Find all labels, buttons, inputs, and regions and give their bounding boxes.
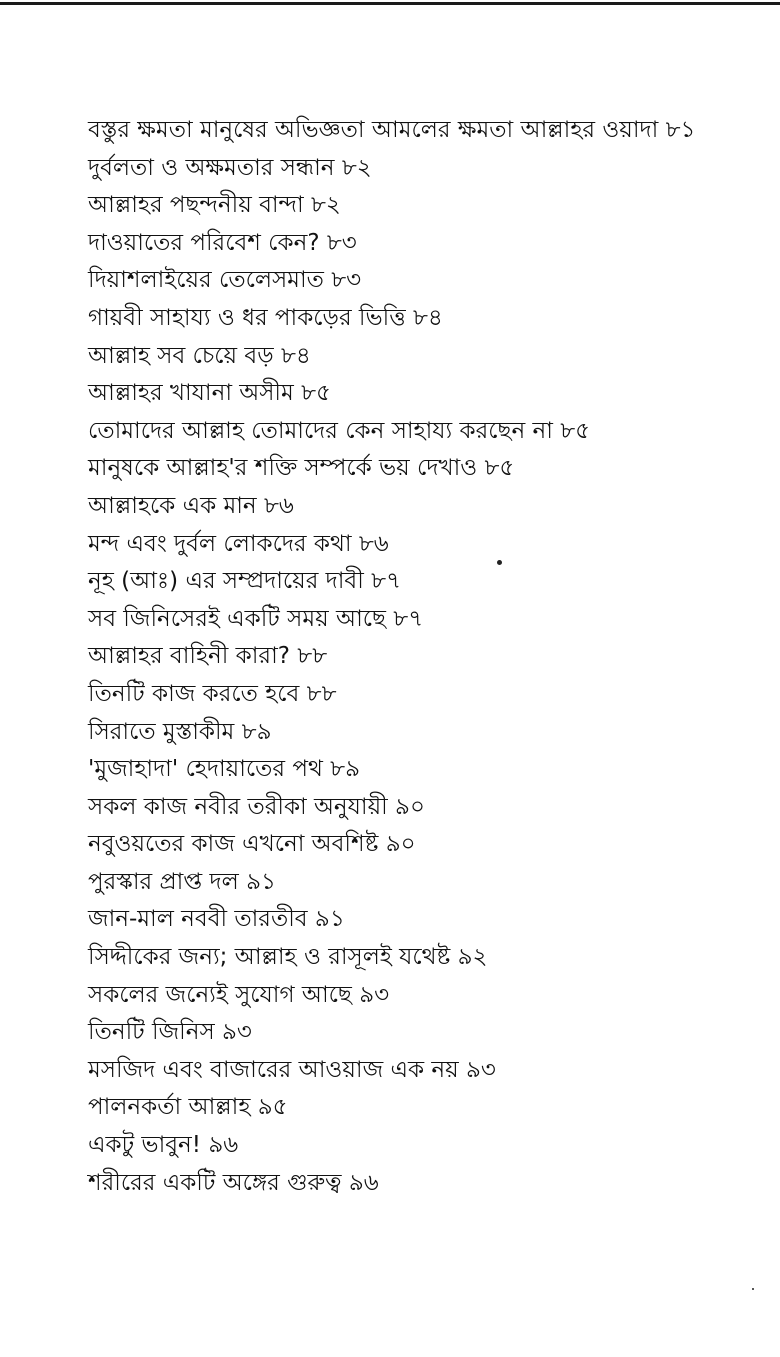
toc-entry-page: ৯৬ — [348, 1169, 379, 1196]
toc-entry-page: ৮১ — [665, 117, 696, 143]
toc-entry-title: বস্তুর ক্ষমতা মানুষের অভিজ্ঞতা আমলের ক্ষমতা আল্লাহর ওয়াদা — [88, 117, 659, 143]
toc-entry-title: শরীরের একটি অঙ্গের গুরুত্ব — [88, 1169, 342, 1196]
toc-entry — [88, 1052, 695, 1090]
toc-entry-page: ৯২ — [457, 944, 488, 971]
toc-entry-page: ৮৬ — [263, 492, 294, 519]
toc-entry-page: ৯০ — [395, 793, 425, 820]
toc-entry-page: ৮৬ — [358, 530, 389, 557]
toc-entry-title: সব জিনিসেরই একটি সময় আছে — [88, 605, 386, 632]
toc-entry-page: ৮২ — [341, 154, 372, 181]
toc-entry-title: আল্লাহকে এক মান — [88, 492, 257, 519]
toc-entry — [88, 413, 695, 451]
toc-entry-page: ৮৫ — [560, 417, 591, 444]
toc-entry — [88, 225, 695, 263]
toc-entry-page: ৮২ — [310, 192, 341, 219]
toc-entry — [88, 826, 695, 864]
toc-entry-title: সিরাতে মুস্তাকীম — [88, 718, 235, 745]
toc-entry-page: ৮৫ — [301, 380, 331, 407]
toc-entry-page: ৯৬ — [208, 1132, 239, 1159]
toc-entry — [88, 300, 695, 338]
toc-entry-title: পুরস্কার প্রাপ্ত দল — [88, 868, 239, 895]
toc-entry-title: আল্লাহর খাযানা অসীম — [88, 380, 294, 407]
toc-entry — [88, 714, 695, 752]
toc-entry — [88, 638, 695, 676]
toc-entry-title: আল্লাহর পছন্দনীয় বান্দা — [88, 192, 304, 219]
table-of-contents — [88, 112, 695, 1202]
toc-entry-page: ৮৪ — [412, 304, 443, 331]
toc-entry-page: ৮৯ — [241, 718, 272, 745]
toc-entry-page: ৯১ — [246, 868, 276, 895]
toc-entry-page: ৯৩ — [465, 1056, 496, 1083]
toc-entry-page: ৮৯ — [330, 756, 361, 783]
toc-entry — [88, 939, 695, 977]
toc-entry-page: ৮৫ — [484, 455, 515, 482]
toc-entry — [88, 526, 695, 564]
toc-entry-title: পালনকর্তা আল্লাহ — [88, 1094, 251, 1121]
toc-entry — [88, 1165, 695, 1203]
toc-entry-title: মানুষকে আল্লাহ'র শক্তি সম্পর্কে ভয় দেখাও — [88, 455, 478, 482]
toc-entry-title: তিনটি কাজ করতে হবে — [88, 680, 300, 707]
toc-entry-title: সিদ্দীকের জন্য; আল্লাহ ও রাসূলই যথেষ্ট — [88, 944, 451, 971]
toc-entry-page: ৯৩ — [359, 981, 390, 1008]
toc-entry-title: নবুওয়তের কাজ এখনো অবশিষ্ট — [88, 831, 379, 858]
toc-entry — [88, 375, 695, 413]
toc-entry — [88, 901, 695, 939]
toc-entry — [88, 676, 695, 714]
toc-entry-page: ৯১ — [314, 906, 345, 933]
toc-entry — [88, 563, 695, 601]
toc-entry-title: আল্লাহর বাহিনী কারা? — [88, 643, 290, 670]
toc-entry — [88, 112, 695, 150]
toc-entry-title: দুর্বলতা ও অক্ষমতার সন্ধান — [88, 154, 335, 181]
toc-entry-page: ৮৮ — [306, 680, 337, 707]
toc-entry-title: দাওয়াতের পরিবেশ কেন? — [88, 229, 320, 256]
toc-entry — [88, 789, 695, 827]
toc-entry-page: ৮৭ — [393, 605, 424, 632]
toc-entry-page: ৯৩ — [221, 1019, 252, 1046]
toc-entry — [88, 1127, 695, 1165]
toc-entry-title: সকল কাজ নবীর তরীকা অনুযায়ী — [88, 793, 388, 820]
toc-entry — [88, 977, 695, 1015]
top-border-line — [0, 2, 780, 5]
toc-entry-title: জান-মাল নববী তারতীব — [88, 906, 308, 933]
toc-entry-page: ৮৩ — [331, 267, 362, 294]
toc-entry-page: ৮৭ — [371, 568, 402, 595]
toc-entry — [88, 488, 695, 526]
toc-entry — [88, 1014, 695, 1052]
toc-entry — [88, 450, 695, 488]
toc-entry-title: একটু ভাবুন! — [88, 1132, 201, 1159]
ink-speck — [752, 1288, 754, 1290]
toc-entry-title: তিনটি জিনিস — [88, 1019, 215, 1046]
toc-entry-title: দিয়াশলাইয়ের তেলেসমাত — [88, 267, 324, 294]
toc-entry — [88, 1089, 695, 1127]
toc-entry-page: ৯৫ — [257, 1094, 288, 1121]
toc-entry — [88, 601, 695, 639]
toc-entry-title: নূহ (আঃ) এর সম্প্রদায়ের দাবী — [88, 568, 364, 595]
toc-entry-title: 'মুজাহাদা' হেদায়াতের পথ — [88, 756, 323, 783]
toc-entry-page: ৮৮ — [297, 643, 328, 670]
toc-entry-title: মসজিদ এবং বাজারের আওয়াজ এক নয় — [88, 1056, 459, 1083]
toc-entry-title: গায়বী সাহায্য ও ধর পাকড়ের ভিত্তি — [88, 304, 406, 331]
toc-entry — [88, 150, 695, 188]
toc-entry — [88, 864, 695, 902]
toc-entry-title: সকলের জন্যেই সুযোগ আছে — [88, 981, 352, 1008]
toc-entry — [88, 751, 695, 789]
toc-entry-title: আল্লাহ সব চেয়ে বড় — [88, 342, 274, 369]
toc-entry-title: তোমাদের আল্লাহ তোমাদের কেন সাহায্য করছেন না — [88, 417, 553, 444]
toc-entry — [88, 262, 695, 300]
toc-entry-page: ৮৪ — [280, 342, 311, 369]
toc-entry — [88, 187, 695, 225]
toc-entry-title: মন্দ এবং দুর্বল লোকদের কথা — [88, 530, 352, 557]
toc-entry-page: ৯০ — [385, 831, 416, 858]
toc-entry-page: ৮৩ — [326, 229, 357, 256]
toc-entry — [88, 338, 695, 376]
